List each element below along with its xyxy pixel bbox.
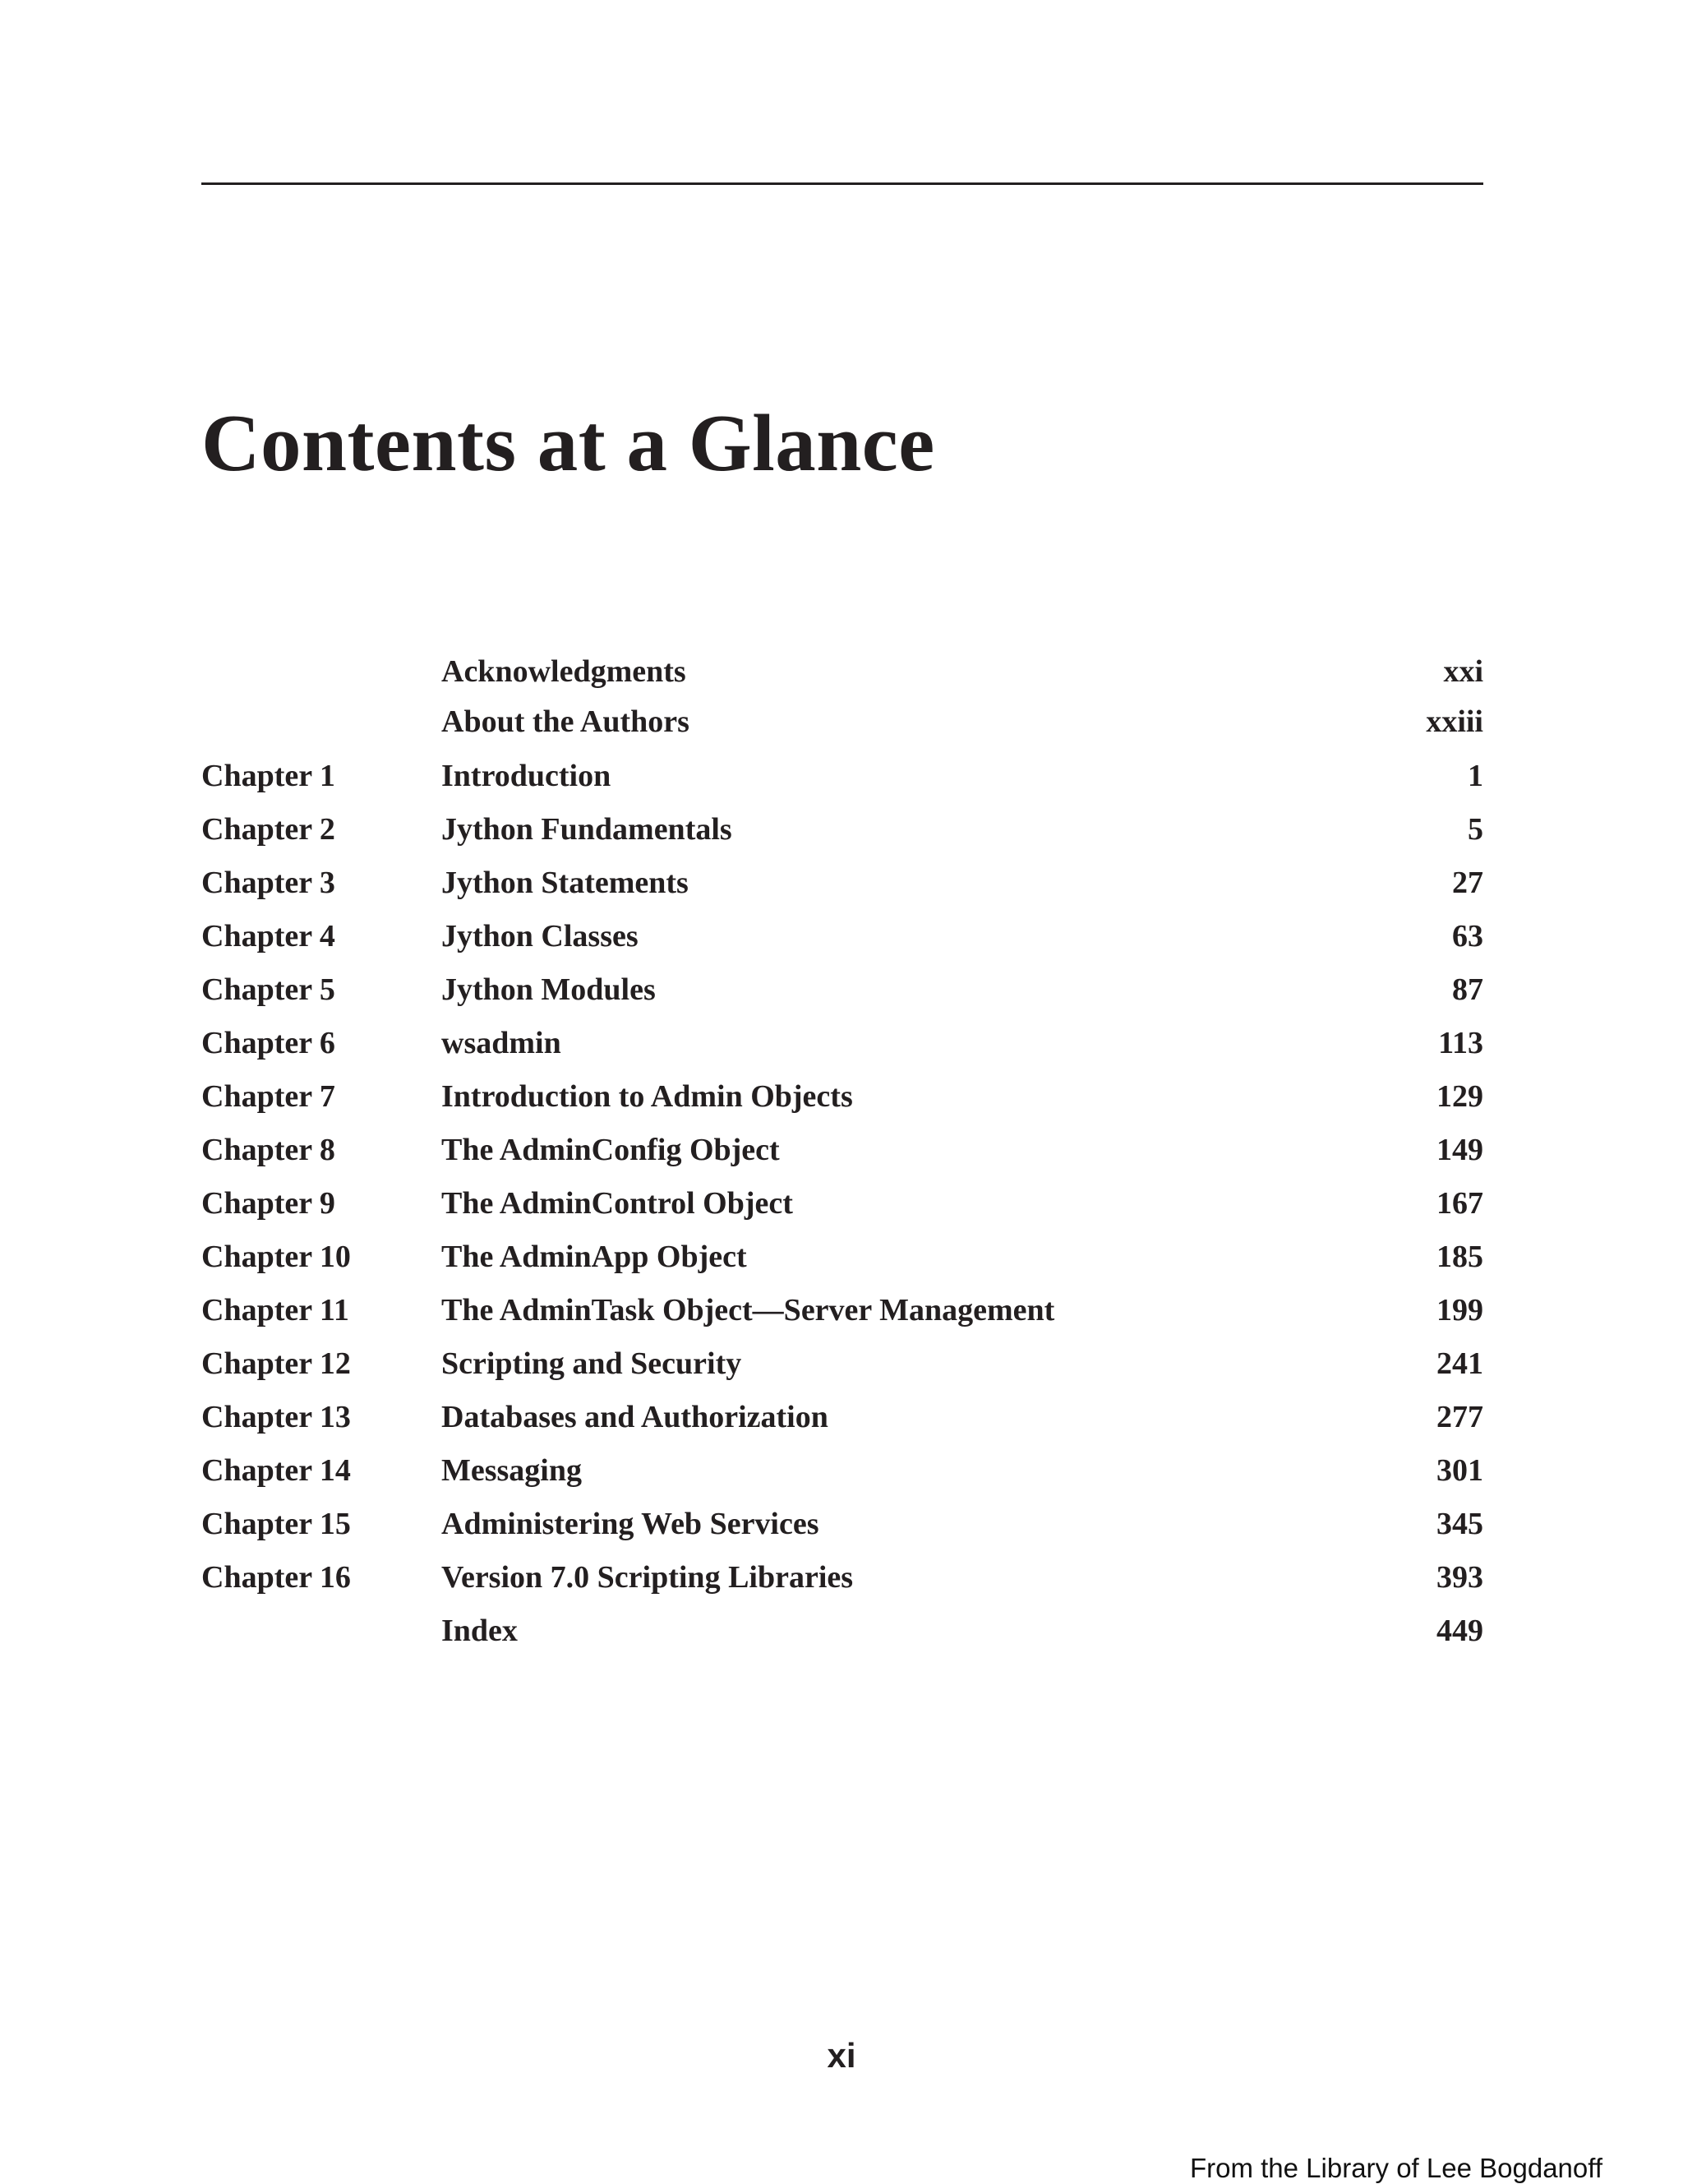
toc-row-index[interactable] [201, 1605, 1483, 1658]
toc-row-chapter-7[interactable] [201, 1070, 1483, 1124]
toc-row-chapter-1[interactable] [201, 750, 1483, 803]
page-folio: xi [827, 2036, 856, 2075]
chapter-label: Chapter 14 [201, 1453, 351, 1488]
chapter-title: The AdminControl Object [441, 1186, 793, 1221]
chapter-label: Chapter 9 [201, 1186, 335, 1221]
chapter-label: Chapter 10 [201, 1240, 351, 1274]
chapter-label: Chapter 12 [201, 1346, 351, 1381]
toc-row-chapter-9[interactable] [201, 1177, 1483, 1231]
chapter-label: Chapter 13 [201, 1400, 351, 1434]
chapter-title: Introduction [441, 759, 611, 793]
chapter-title: Jython Statements [441, 866, 689, 900]
toc-row-acknowledgments[interactable] [201, 645, 1483, 695]
toc-row-chapter-2[interactable] [201, 803, 1483, 857]
toc-row-chapter-11[interactable] [201, 1284, 1483, 1337]
page-number: 5 [1468, 812, 1483, 847]
page-number: 277 [1436, 1400, 1483, 1434]
chapter-label: Chapter 11 [201, 1293, 349, 1327]
chapter-label: Chapter 6 [201, 1026, 335, 1060]
page-number: 345 [1436, 1507, 1483, 1541]
chapter-label: Chapter 16 [201, 1560, 351, 1595]
chapter-label: Chapter 8 [201, 1133, 335, 1167]
page-number: xxi [1443, 654, 1483, 689]
page-number: 167 [1436, 1186, 1483, 1221]
chapter-title: Acknowledgments [441, 654, 686, 689]
toc-row-chapter-14[interactable] [201, 1444, 1483, 1498]
page-number: xxiii [1426, 704, 1483, 739]
toc-row-chapter-16[interactable] [201, 1551, 1483, 1605]
chapter-label: Chapter 15 [201, 1507, 351, 1541]
toc-row-chapter-3[interactable] [201, 857, 1483, 910]
chapter-label: Chapter 2 [201, 812, 335, 847]
chapter-label: Chapter 1 [201, 759, 335, 793]
table-of-contents [201, 645, 1483, 1658]
page-number: 87 [1452, 972, 1483, 1007]
chapter-title: Administering Web Services [441, 1507, 819, 1541]
library-note: From the Library of Lee Bogdanoff [1189, 2153, 1602, 2183]
page-title: Contents at a Glance [201, 399, 935, 488]
chapter-title: Jython Classes [441, 919, 639, 953]
page-number: 393 [1436, 1560, 1483, 1595]
page-number: 185 [1436, 1240, 1483, 1274]
chapter-label: Chapter 5 [201, 972, 335, 1007]
chapter-title: Jython Modules [441, 972, 656, 1007]
page-number: 63 [1452, 919, 1483, 953]
chapter-label: Chapter 4 [201, 919, 335, 953]
toc-row-about-the-authors[interactable] [201, 695, 1483, 750]
chapter-title: The AdminConfig Object [441, 1133, 780, 1167]
page-number: 129 [1436, 1079, 1483, 1114]
toc-row-chapter-5[interactable] [201, 963, 1483, 1017]
chapter-label: Chapter 7 [201, 1079, 335, 1114]
toc-row-chapter-10[interactable] [201, 1231, 1483, 1284]
chapter-title: Index [441, 1614, 518, 1648]
chapter-label: Chapter 3 [201, 866, 335, 900]
page-number: 27 [1452, 866, 1483, 900]
top-rule [201, 182, 1483, 185]
chapter-title: Scripting and Security [441, 1346, 742, 1381]
page-number: 449 [1436, 1614, 1483, 1648]
page-number: 1 [1468, 759, 1483, 793]
chapter-title: The AdminTask Object—Server Management [441, 1293, 1055, 1327]
page-number: 149 [1436, 1133, 1483, 1167]
chapter-title: Databases and Authorization [441, 1400, 828, 1434]
toc-row-chapter-6[interactable] [201, 1017, 1483, 1070]
chapter-title: Introduction to Admin Objects [441, 1079, 853, 1114]
toc-row-chapter-8[interactable] [201, 1124, 1483, 1177]
page-number: 199 [1436, 1293, 1483, 1327]
toc-row-chapter-13[interactable] [201, 1391, 1483, 1444]
toc-row-chapter-12[interactable] [201, 1337, 1483, 1391]
page-number: 241 [1436, 1346, 1483, 1381]
toc-row-chapter-15[interactable] [201, 1498, 1483, 1551]
toc-row-chapter-4[interactable] [201, 910, 1483, 963]
chapter-title: The AdminApp Object [441, 1240, 747, 1274]
page-number: 113 [1438, 1026, 1483, 1060]
chapter-title: wsadmin [441, 1026, 561, 1060]
chapter-title: Version 7.0 Scripting Libraries [441, 1560, 854, 1595]
chapter-title: Jython Fundamentals [441, 812, 732, 847]
page-number: 301 [1436, 1453, 1483, 1488]
chapter-title: Messaging [441, 1453, 582, 1488]
chapter-title: About the Authors [441, 704, 689, 739]
